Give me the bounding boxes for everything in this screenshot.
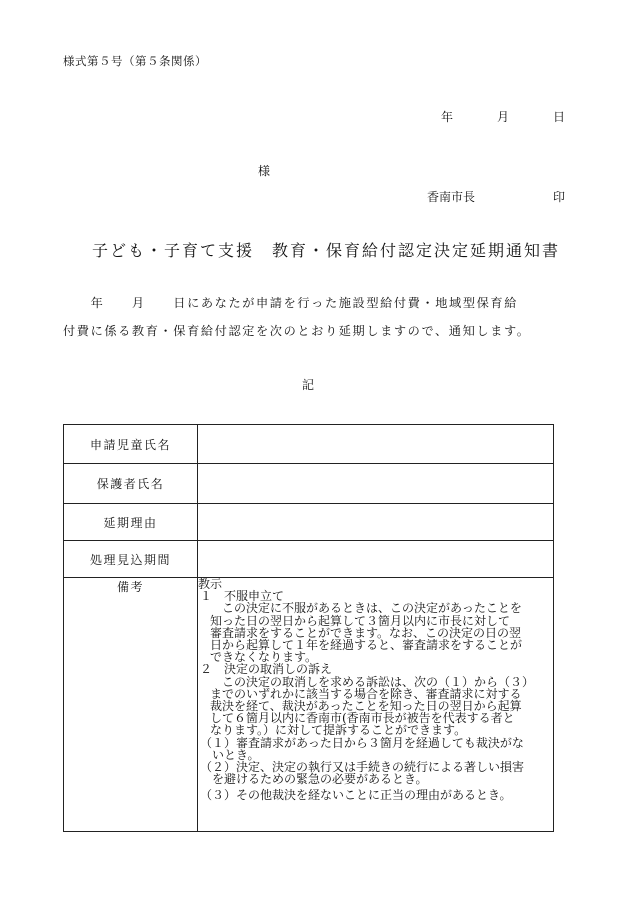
applicant-child-name-label: 申請児童氏名 [64,425,198,464]
seal-mark: 印 [553,190,566,204]
item1-text-line: 審査請求をすることができます。なお、この決定の日の翌 [210,625,522,640]
item2-text-line: までのいずれかに該当する場合を除き、審査請求に対する [210,686,522,701]
item2-title: ２ 決定の取消しの訴え [200,662,333,677]
item1-title: １ 不服申立て [200,589,285,604]
item2-text-line: この決定の取消しを求める訴訟は、次の（１）から（３） [222,674,535,689]
remarks-heading: 教示 [198,577,223,591]
guardian-name-value [198,464,554,504]
postponement-reason-value [198,504,554,541]
item2-text-line: 裁決を経て、裁決があったことを知った日の翌日から起算 [210,699,522,714]
item1-text-line: この決定に不服があるときは、この決定があったことを [222,601,522,616]
form-number: 様式第５号（第５条関係） [63,54,207,68]
remarks-content [198,578,554,832]
sub-item-2: （２）決定、決定の執行又は手続きの続行による著しい損害 [200,760,525,775]
document-title: 子ども・子育て支援 教育・保育給付認定決定延期通知書 [92,241,561,260]
item2-text-line: なります。）に対して提訴することができます。 [210,723,467,738]
expected-processing-period-value [198,541,554,578]
addressee-suffix: 様 [258,164,271,178]
table-row [64,425,554,464]
sub-item-1-cont: いとき。 [212,747,260,762]
ki-marker: 記 [302,378,315,392]
date-month-label: 月 [497,110,510,124]
expected-processing-period-label: 処理見込期間 [64,541,198,578]
sub-item-2-cont: を避けるための緊急の必要があるとき。 [212,772,428,787]
item1-text-line: 日から起算して１年を経過すると、審査請求をすることが [210,638,523,653]
postponement-reason-label: 延期理由 [64,504,198,541]
table-row [64,578,554,832]
date-year-label: 年 [441,110,454,124]
body-text-line-1: 年 月 日にあなたが申請を行った施設型給付費・地域型保育給 [63,296,518,310]
table-row [64,464,554,504]
sub-item-1: （１）審査請求があった日から３箇月を経過しても裁決がな [200,735,524,750]
item1-text-line: 知った日の翌日から起算して３箇月以内に市長に対して [210,613,511,628]
table-row [64,541,554,578]
issuer-name: 香南市長 [427,190,476,204]
applicant-child-name-value [198,425,554,464]
item1-text-line: できなくなります。 [210,650,318,665]
body-text-line-2: 付費に係る教育・保育給付認定を次のとおり延期しますので、通知します。 [63,324,531,338]
item2-text-line: して６箇月以内に香南市(香南市長が被告を代表する者と [210,711,515,726]
guardian-name-label: 保護者氏名 [64,464,198,504]
sub-item-3: （３）その他裁決を経ないことに正当の理由があるとき。 [200,788,512,803]
table-row [64,504,554,541]
notice-table [63,424,554,832]
date-day-label: 日 [553,110,566,124]
remarks-label: 備考 [64,578,198,832]
